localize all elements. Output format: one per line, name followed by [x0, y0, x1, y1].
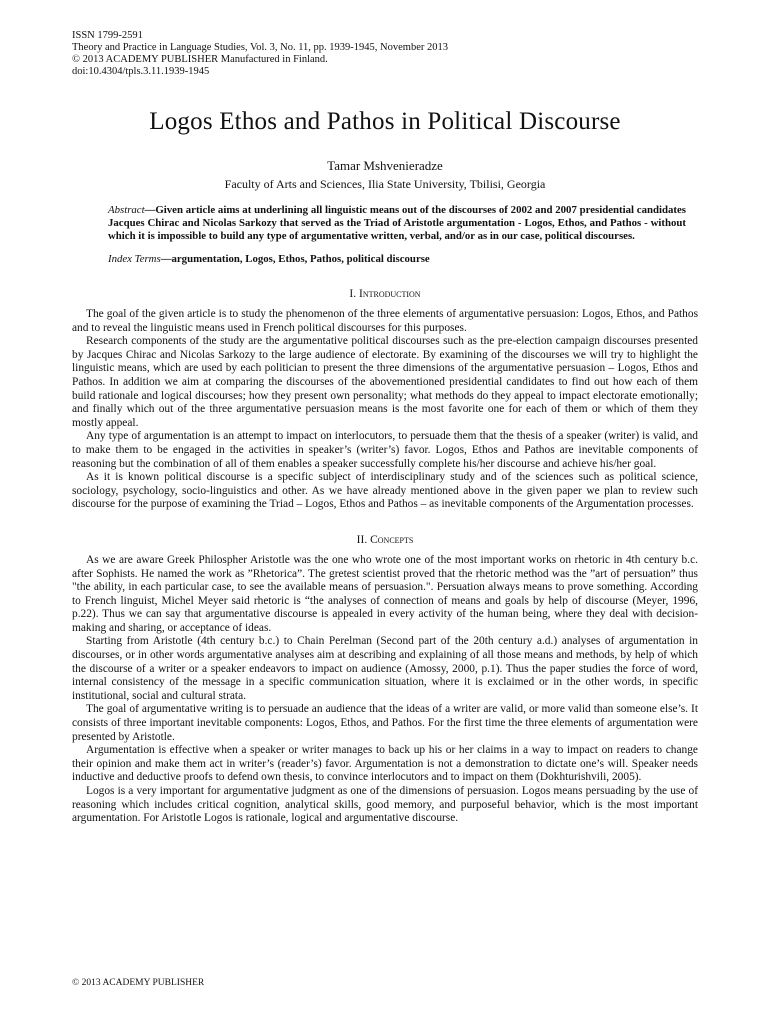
- paper-page: [72, 30, 698, 826]
- index-terms: [108, 253, 686, 266]
- author-name: Tamar Mshvenieradze: [327, 158, 443, 173]
- journal-citation: Theory and Practice in Language Studies, Vol. 3, No. 11, pp. 1939-1945, November 2013: [72, 42, 448, 53]
- section-title: Concepts: [370, 533, 414, 546]
- author-affiliation: Faculty of Arts and Sciences, Ilia State University, Tbilisi, Georgia: [224, 177, 546, 191]
- paragraph: As we are aware Greek Philospher Aristotle was the one who wrote one of the most important works on rhetoric in 4th century b.c. after Sophists. He named the work as ”Rhetorica”. The gretest scientist proved that the rhetoric method was the ”art of persuation” thus "the ability, in each particular case, to see the available means of persuasion.". Persuation always means to prove something. According to French linguist, Michel Meyer said rhetoric is “the analyses of connection of means and goals by help of discourse (Meyer, 1996, p.22). Thus we can say that argumentative discourse is appealed in every activity of the human being, where they deal with decision-making and sharing, or acceptance of ideas.: [72, 553, 698, 634]
- page-footer: © 2013 ACADEMY PUBLISHER: [72, 978, 205, 988]
- copyright-line: © 2013 ACADEMY PUBLISHER Manufactured in Finland.: [72, 54, 328, 65]
- abstract: [108, 204, 686, 243]
- abstract-lead: Abstract: [108, 204, 145, 216]
- issn: ISSN 1799-2591: [72, 30, 143, 41]
- paragraph: Logos is a very important for argumentative judgment as one of the dimensions of persuasion. Logos means persuading by the use of reasoning which includes critical cognition, analytical skills, good memory, and purposeful behavior, which is the most important argumentation. For Aristotle Logos is rationale, logical and argumentative discourse.: [72, 785, 698, 825]
- paragraph: The goal of the given article is to study the phenomenon of the three elements of argumentative persuasion: Logos, Ethos, and Pathos and to reveal the linguistic means used in French political discourses for this purposes.: [72, 308, 698, 334]
- paragraph: The goal of argumentative writing is to persuade an audience that the ideas of a writer are valid, or more valid than someone else’s. It consists of three important inevitable components: Logos, Ethos, and Pathos. For the first time the three elements of argumentation were presented by Aristotle.: [72, 703, 698, 743]
- index-terms-lead: Index Terms: [108, 253, 161, 265]
- index-terms-text: —argumentation, Logos, Ethos, Pathos, political discourse: [160, 253, 430, 265]
- paragraph: Research components of the study are the argumentative political discourses such as the pre-election campaign discourses presented by Jacques Chirac and Nicolas Sarkozy to the large audience of electorate. By examining of the discourses we will try to highlight the linguistic means, which are used by each politician to present the three dimensions of the argumentative persuasion – Logos, Ethos and Pathos. In addition we aim at comparing the discourses of the abovementioned presidential candidates to find out how each of them build rationale and logical discourses; how they present own personality; what methods do they appeal to impact electorate emotionally; and finally which out of the three argumentative persuasion means is the most favorite one for each of them or which of them they mostly appeal.: [72, 335, 698, 429]
- paragraph: Any type of argumentation is an attempt to impact on interlocutors, to persuade them that the thesis of a speaker (writer) is valid, and to make them to be engaged in the activities in speaker’s (writer’s) favor. Logos, Ethos and Pathos are inevitable components of reasoning but the combination of all of them enables a speaker successfully complete his/her discourse and achieve his/her goal.: [72, 430, 698, 470]
- section-heading-introduction: [72, 288, 698, 300]
- section-number: II.: [356, 533, 371, 546]
- abstract-text: —Given article aims at underlining all linguistic means out of the discourses of 2002 and 2007 presidential candidates Jacques Chirac and Nicolas Sarkozy that served as the Triad of Aristotle argumentation - Logos, Ethos, and Pathos - without which it is impossible to build any type of argumentative written, verbal, and/or as in our case, political discourses.: [108, 204, 686, 242]
- header-meta: [72, 30, 698, 78]
- section-title: Introduction: [358, 288, 421, 300]
- paper-title: Logos Ethos and Pathos in Political Discourse: [149, 108, 621, 135]
- paragraph: Starting from Aristotle (4th century b.c.) to Chain Perelman (Second part of the 20th century a.d.) analyses of argumentation in discourses, or in other words argumentative analyses aim at describing and explaining of all those means and methods, by help of which the discourse of a writer or a speaker endeavors to impact on audience (Amossy, 2000, p.1). Thus the paper studies the force of word, internal consistency of the message in a specific communication situation, where it is exclaimed or in the other words, in specific institutional, social and cultural strata.: [72, 635, 698, 702]
- section-heading-concepts: [72, 534, 698, 546]
- paragraph: As it is known political discourse is a specific subject of interdisciplinary study and of the sciences such as political science, sociology, psychology, socio-linguistics and other. As we have already mentioned above in the given paper we plan to review such discourse for the purpose of examining the Triad – Logos, Ethos and Pathos – as inevitable components of the Argumentation processes.: [72, 471, 698, 511]
- section-number: I.: [349, 288, 359, 300]
- doi: doi:10.4304/tpls.3.11.1939-1945: [72, 66, 210, 77]
- paragraph: Argumentation is effective when a speaker or writer manages to back up his or her claims in a way to impact on readers to change their opinion and make them act in writer’s (reader’s) favor. Argumentation is not a demonstration to dictate one’s will. Speaker needs inductive and deductive proofs to defend own thesis, to convince interlocutors and to impact on them (Dokhturishvili, 2005).: [72, 744, 698, 784]
